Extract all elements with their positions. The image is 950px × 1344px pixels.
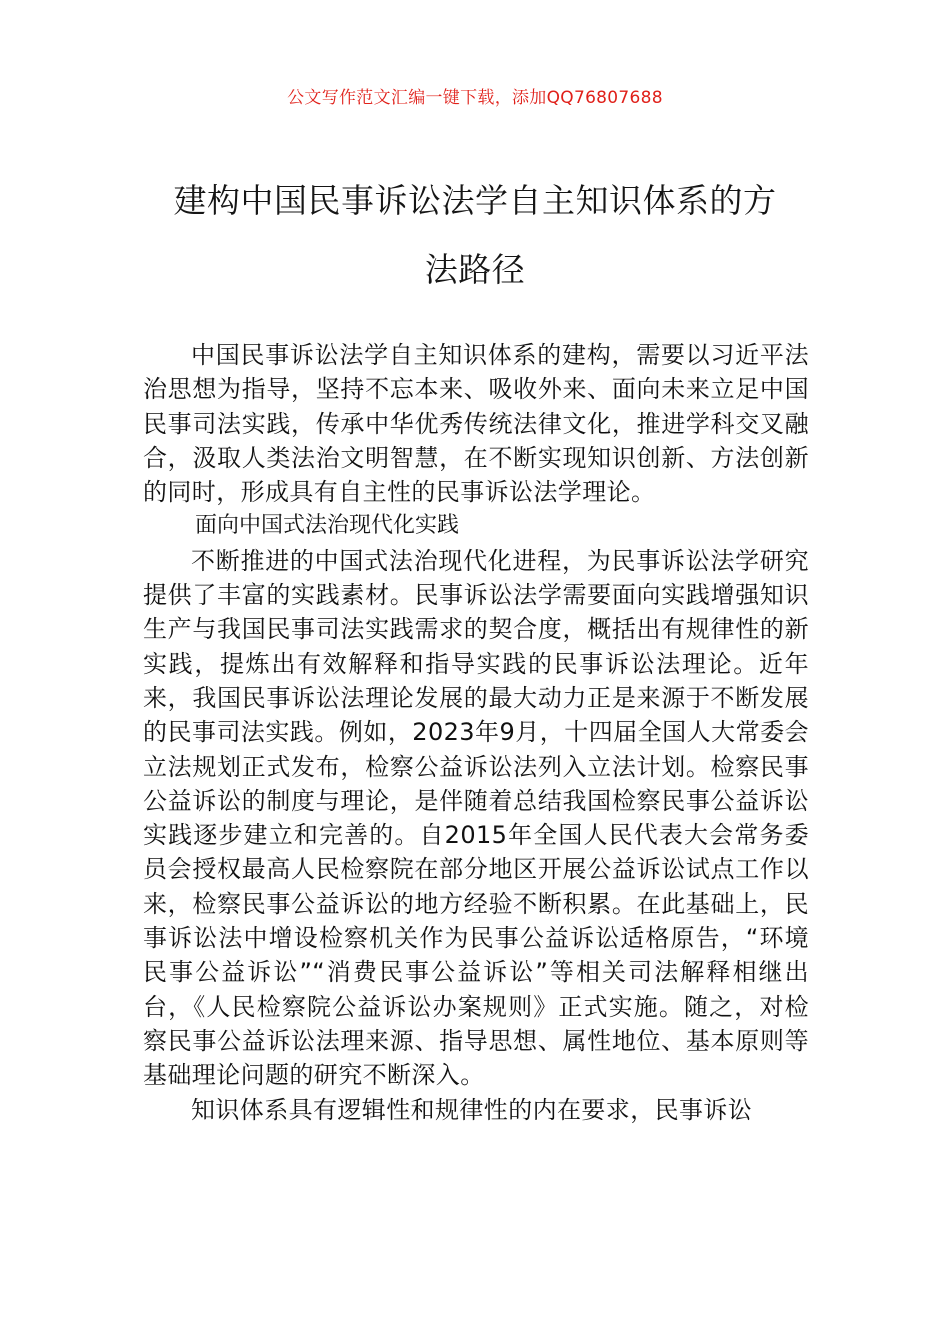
section-heading: 面向中国式法治现代化实践 bbox=[195, 513, 460, 539]
document-title-line-2: 法路径 bbox=[424, 250, 526, 289]
paragraph-practice: 不断推进的中国式法治现代化进程，为民事诉讼法学研究提供了丰富的实践素材。民事诉讼法学需要面向实践增强知识生产与我国民事司法实践需求的契合度，概括出有规律性的新实践，提炼出有效解释和指导实践的民事诉讼法理论。近年来，我国民事诉讼法理论发展的最大动力正是来源于不断发展的民事司法实践。例如，2023年9月，十四届全国人大常委会立法规划正式发布，检察公益诉讼法列入立法计划。检察民事公益诉讼的制度与理论，是伴随着总结我国检察民事公益诉讼实践逐步建立和完善的。自2015年全国人民代表大会常务委员会授权最高人民检察院在部分地区开展公益诉讼试点工作以来，检察民事公益诉讼的地方经验不断积累。在此基础上，民事诉讼法中增设检察机关作为民事公益诉讼适格原告，“环境民事公益诉讼”“消费民事公益诉讼”等相关司法解释相继出台，《人民检察院公益诉讼办案规则》正式实施。随之，对检察民事公益诉讼法理来源、指导思想、属性地位、基本原则等基础理论问题的研究不断深入。 bbox=[143, 546, 809, 1090]
paragraph-knowledge-system: 知识体系具有逻辑性和规律性的内在要求，民事诉讼 bbox=[191, 1095, 753, 1124]
paragraph-intro: 中国民事诉讼法学自主知识体系的建构，需要以习近平法治思想为指导，坚持不忘本来、吸收外来、面向未来立足中国民事司法实践，传承中华优秀传统法律文化，推进学科交叉融合，汲取人类法治文明智慧，在不断实现知识创新、方法创新的同时，形成具有自主性的民事诉讼法学理论。 bbox=[143, 341, 809, 507]
download-banner[interactable]: 公文写作范文汇编一键下载，添加QQ76807688 bbox=[287, 88, 663, 108]
document-title-line-1: 建构中国民事诉讼法学自主知识体系的方 bbox=[173, 181, 777, 220]
document-body bbox=[143, 338, 809, 1127]
